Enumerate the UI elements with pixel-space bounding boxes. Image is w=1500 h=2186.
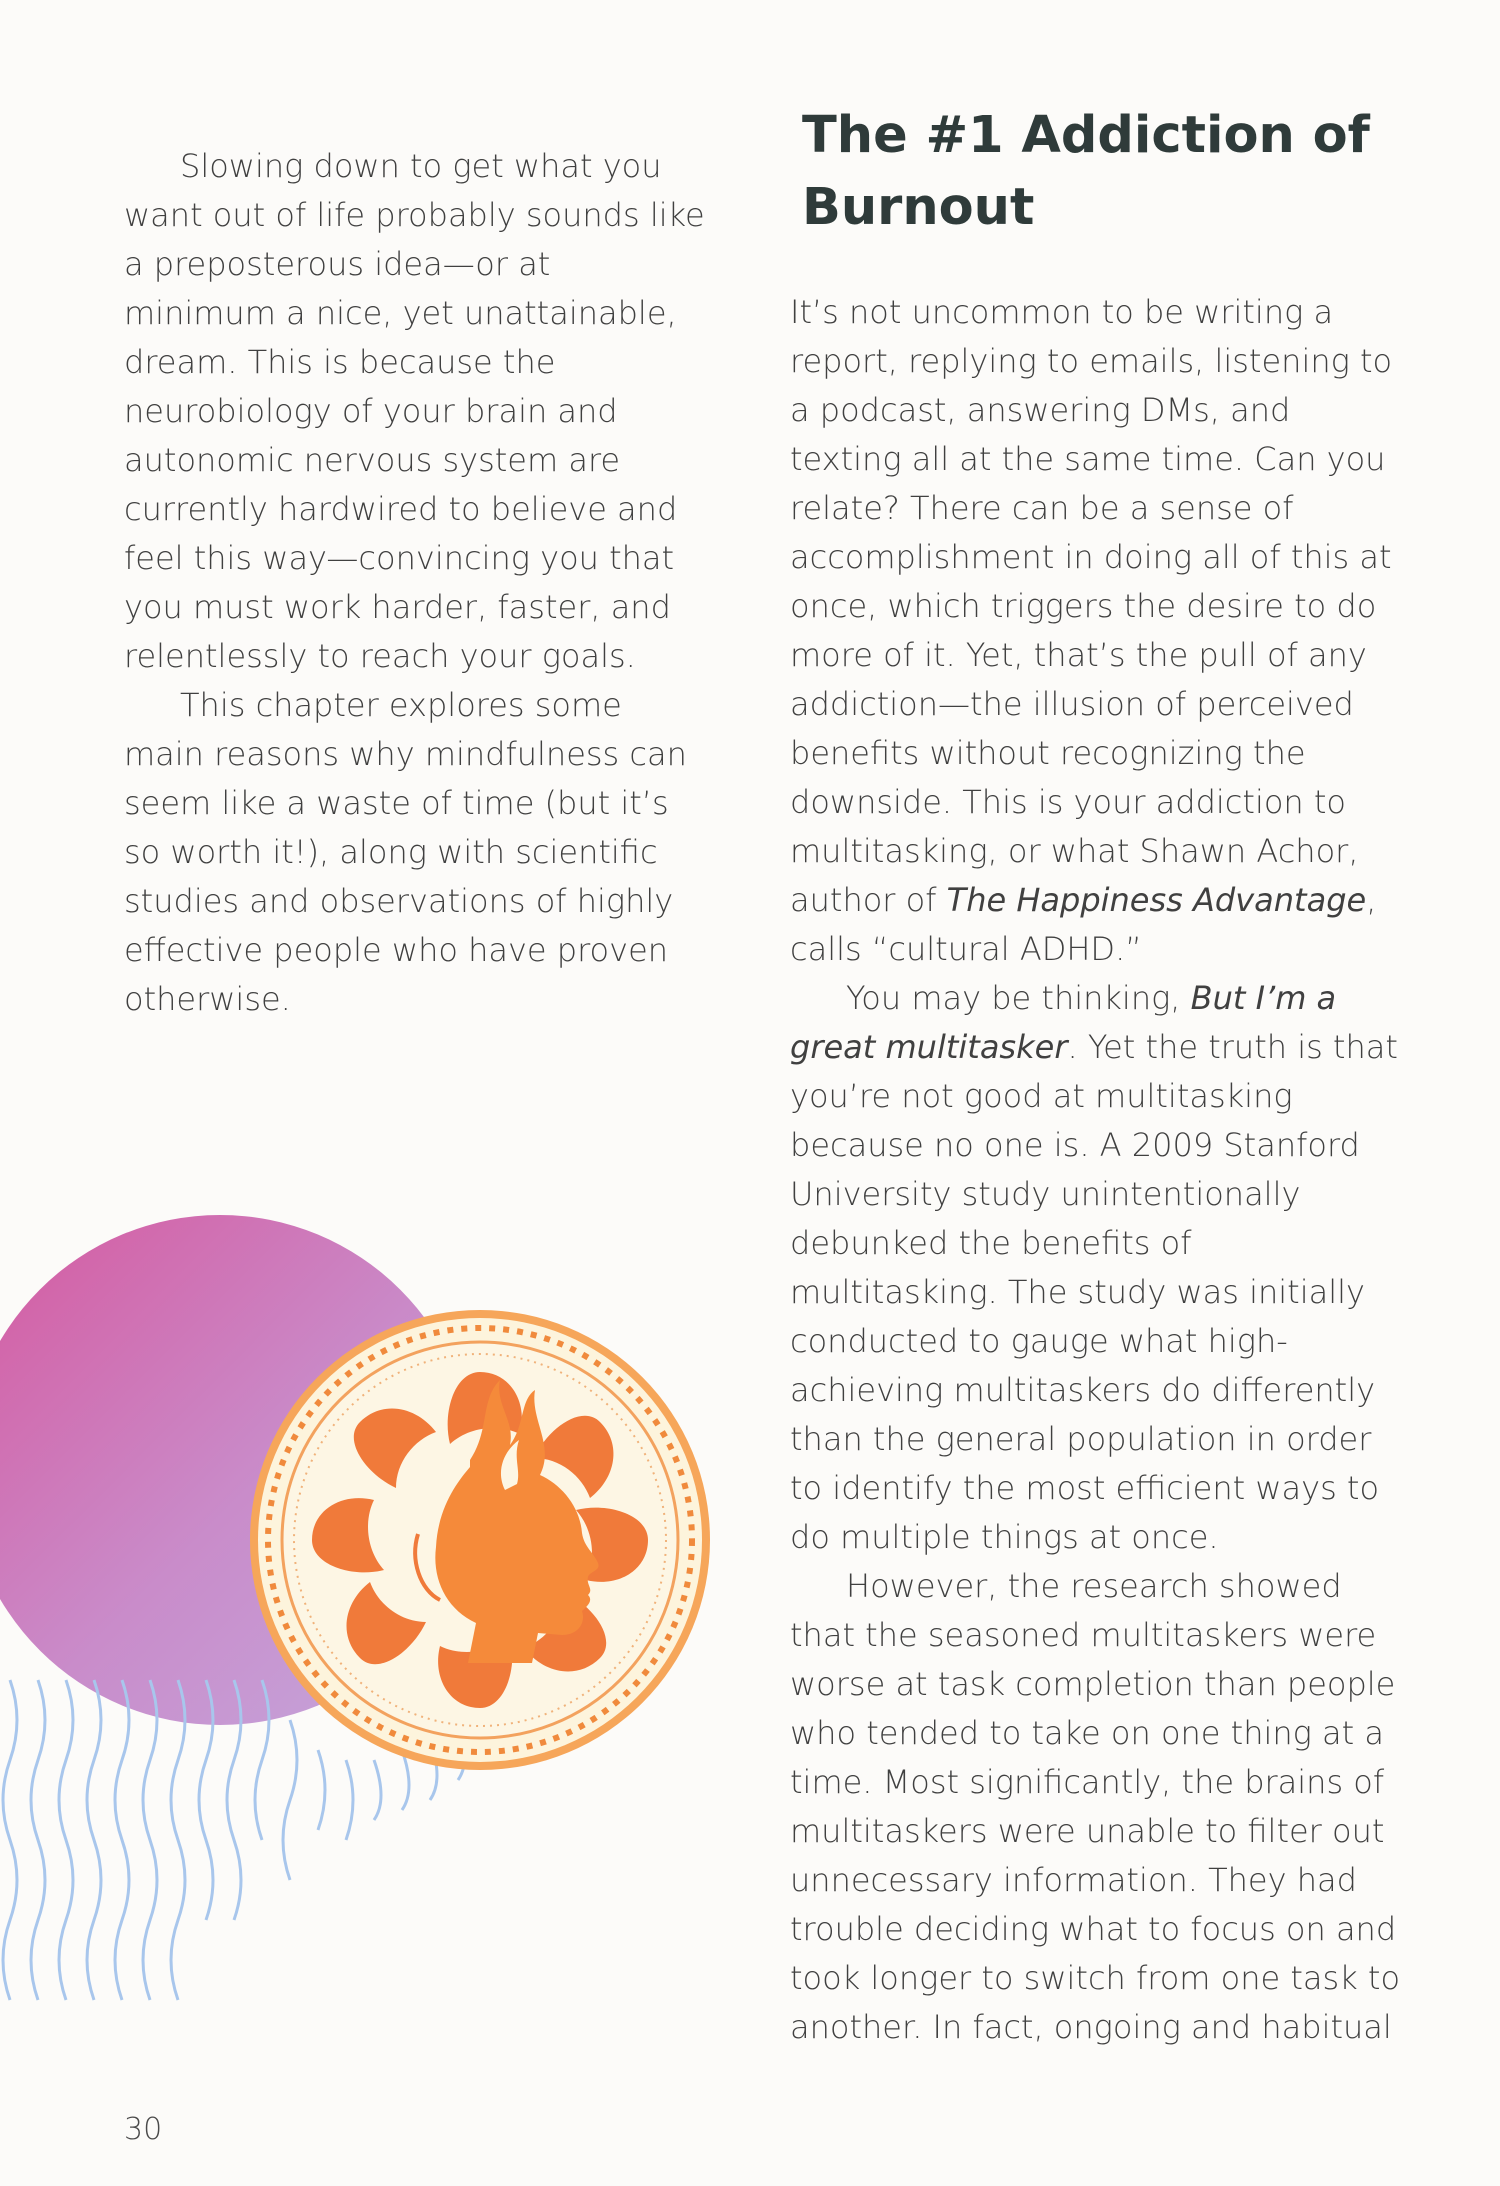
body-paragraph-2-end: . Yet the truth is that you’re not good at multitasking because no one is. A 2009 Stanford University study unintentionally debunked the benefits of multitasking. The study was initially conducted to gauge what high-achieving multitaskers do differently than the general population in order to identify the most efficient ways to do multiple things at once. — [790, 1028, 1398, 1556]
body-paragraph-1-end: , calls “cultural ADHD.” — [790, 881, 1377, 968]
page-number: 30 — [124, 2112, 163, 2147]
right-column — [790, 288, 1405, 2052]
sun-head-medallion-icon — [250, 1310, 710, 1770]
body-paragraph-1-text: It’s not uncommon to be writing a report, replying to emails, listening to a podcast, answering DMs, and texting all at the same time. Can you relate? There can be a sense of accomplishment in doing all of this at once, which triggers the desire to do more of it. Yet, that’s the pull of any addiction—the illusion of perceived benefits without recognizing the downside. This is your addiction to multitasking, or what Shawn Achor, author of — [790, 293, 1393, 919]
decorative-illustration — [0, 1160, 740, 2080]
body-paragraph-3: However, the research showed that the seasoned multitaskers were worse at task completion than people who tended to take on one thing at a time. Most significantly, the brains of multitaskers were unable to filter out unnecessary information. They had trouble deciding what to focus on and took longer to switch from one task to another. In fact, ongoing and habitual — [790, 1567, 1401, 2046]
left-column — [124, 142, 709, 1024]
intro-paragraph-2: This chapter explores some main reasons why mindfulness can seem like a waste of time (but it’s so worth it!), along with scientific studies and observations of highly effective people who have proven otherwise. — [124, 686, 687, 1018]
section-heading: The #1 Addiction of Burnout — [802, 106, 1370, 237]
body-paragraph-2-start: You may be thinking, — [846, 979, 1191, 1017]
body-paragraph-2 — [790, 974, 1405, 1562]
book-title: The Happiness Advantage — [946, 881, 1367, 919]
body-paragraph-1 — [790, 288, 1405, 974]
quoted-thought: But I’m a great multitasker — [790, 979, 1337, 1066]
intro-paragraph-1: Slowing down to get what you want out of life probably sounds like a preposterous idea—or at minimum a nice, yet unattainable, dream. This is because the neurobiology of your brain and autonomic nervous system are currently hardwired to believe and feel this way—convincing you that you must work harder, faster, and relentlessly to reach your goals. — [124, 147, 705, 675]
